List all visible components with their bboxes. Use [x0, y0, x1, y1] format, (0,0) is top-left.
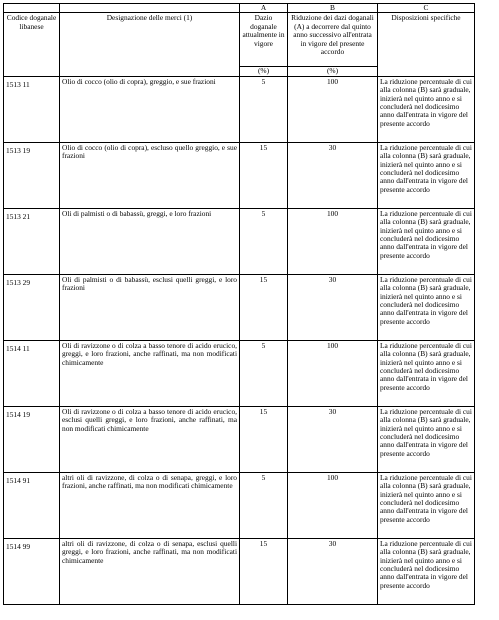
specific-provision: La riduzione percentuale di cui alla colonna (B) sarà graduale, inizierà nel quinto anno e si concluderà nel dodicesimo anno dall'entrata in vigore del presente accordo [378, 538, 475, 604]
duty-reduction: 30 [288, 142, 378, 208]
current-duty: 15 [240, 538, 288, 604]
table-row [4, 340, 475, 406]
duty-reduction: 100 [288, 76, 378, 142]
specific-provision: La riduzione percentuale di cui alla colonna (B) sarà graduale, inizierà nel quinto anno e si concluderà nel dodicesimo anno dall'entrata in vigore del presente accordo [378, 274, 475, 340]
goods-description: altri oli di ravizzone, di colza o di senapa, greggi, e loro frazioni, anche raffinati, ma non modificati chimicamente [60, 472, 240, 538]
header-description: Designazione delle merci (1) [60, 13, 240, 76]
column-letter-a: A [240, 4, 288, 13]
current-duty: 15 [240, 142, 288, 208]
duty-reduction: 30 [288, 538, 378, 604]
header-specific-provisions: Disposizioni specifiche [378, 13, 475, 76]
column-letter-b: B [288, 4, 378, 13]
specific-provision: La riduzione percentuale di cui alla colonna (B) sarà graduale, inizierà nel quinto anno e si concluderà nel dodicesimo anno dall'entrata in vigore del presente accordo [378, 340, 475, 406]
goods-description: altri oli di ravizzone, di colza o di senapa, esclusi quelli greggi, e loro frazioni, anche raffinati, ma non modificati chimicamente [60, 538, 240, 604]
table-row [4, 472, 475, 538]
current-duty: 5 [240, 208, 288, 274]
unit-percent-b: (%) [288, 67, 378, 76]
duty-reduction: 30 [288, 406, 378, 472]
column-letter-row [4, 4, 475, 13]
unit-percent-a: (%) [240, 67, 288, 76]
header-current-duty: Dazio doganale attualmente in vigore [240, 13, 288, 67]
column-title-row [4, 13, 475, 67]
specific-provision: La riduzione percentuale di cui alla colonna (B) sarà graduale, inizierà nel quinto anno e si concluderà nel dodicesimo anno dall'entrata in vigore del presente accordo [378, 208, 475, 274]
specific-provision: La riduzione percentuale di cui alla colonna (B) sarà graduale, inizierà nel quinto anno e si concluderà nel dodicesimo anno dall'entrata in vigore del presente accordo [378, 76, 475, 142]
blank-cell [60, 4, 240, 13]
blank-cell [4, 4, 60, 13]
current-duty: 5 [240, 472, 288, 538]
specific-provision: La riduzione percentuale di cui alla colonna (B) sarà graduale, inizierà nel quinto anno e si concluderà nel dodicesimo anno dall'entrata in vigore del presente accordo [378, 142, 475, 208]
current-duty: 15 [240, 406, 288, 472]
current-duty: 5 [240, 76, 288, 142]
tariff-code: 1513 11 [4, 76, 60, 142]
table-row [4, 76, 475, 142]
goods-description: Oli di ravizzone o di colza a basso tenore di acido erucico, greggi, e loro frazioni, anche raffinati, ma non modificati chimicamente [60, 340, 240, 406]
tariff-code: 1514 19 [4, 406, 60, 472]
table-row [4, 274, 475, 340]
table-row [4, 208, 475, 274]
goods-description: Oli di ravizzone o di colza a basso tenore di acido erucico, esclusi quelli greggi, e loro frazioni, anche raffinati, ma non modificati chimicamente [60, 406, 240, 472]
header-duty-reduction: Riduzione dei dazi doganali (A) a decorrere dal quinto anno successivo all'entrata in vigore del presente accordo [288, 13, 378, 67]
goods-description: Oli di palmisti o di babassù, greggi, e loro frazioni [60, 208, 240, 274]
duty-reduction: 100 [288, 472, 378, 538]
specific-provision: La riduzione percentuale di cui alla colonna (B) sarà graduale, inizierà nel quinto anno e si concluderà nel dodicesimo anno dall'entrata in vigore del presente accordo [378, 406, 475, 472]
tariff-code: 1514 91 [4, 472, 60, 538]
tariff-code: 1514 99 [4, 538, 60, 604]
header-code: Codice doganale libanese [4, 13, 60, 76]
specific-provision: La riduzione percentuale di cui alla colonna (B) sarà graduale, inizierà nel quinto anno e si concluderà nel dodicesimo anno dall'entrata in vigore del presente accordo [378, 472, 475, 538]
table-row [4, 142, 475, 208]
column-letter-c: C [378, 4, 475, 13]
table-row [4, 406, 475, 472]
goods-description: Olio di cocco (olio di copra), greggio, e sue frazioni [60, 76, 240, 142]
tariff-code: 1514 11 [4, 340, 60, 406]
tariff-code: 1513 21 [4, 208, 60, 274]
current-duty: 15 [240, 274, 288, 340]
duty-reduction: 30 [288, 274, 378, 340]
goods-description: Olio di cocco (olio di copra), escluso quello greggio, e sue frazioni [60, 142, 240, 208]
goods-description: Oli di palmisti o di babassù, esclusi quelli greggi, e loro frazioni [60, 274, 240, 340]
tariff-code: 1513 29 [4, 274, 60, 340]
tariff-code: 1513 19 [4, 142, 60, 208]
duty-reduction: 100 [288, 340, 378, 406]
tariff-table [3, 3, 475, 605]
current-duty: 5 [240, 340, 288, 406]
table-row [4, 538, 475, 604]
duty-reduction: 100 [288, 208, 378, 274]
